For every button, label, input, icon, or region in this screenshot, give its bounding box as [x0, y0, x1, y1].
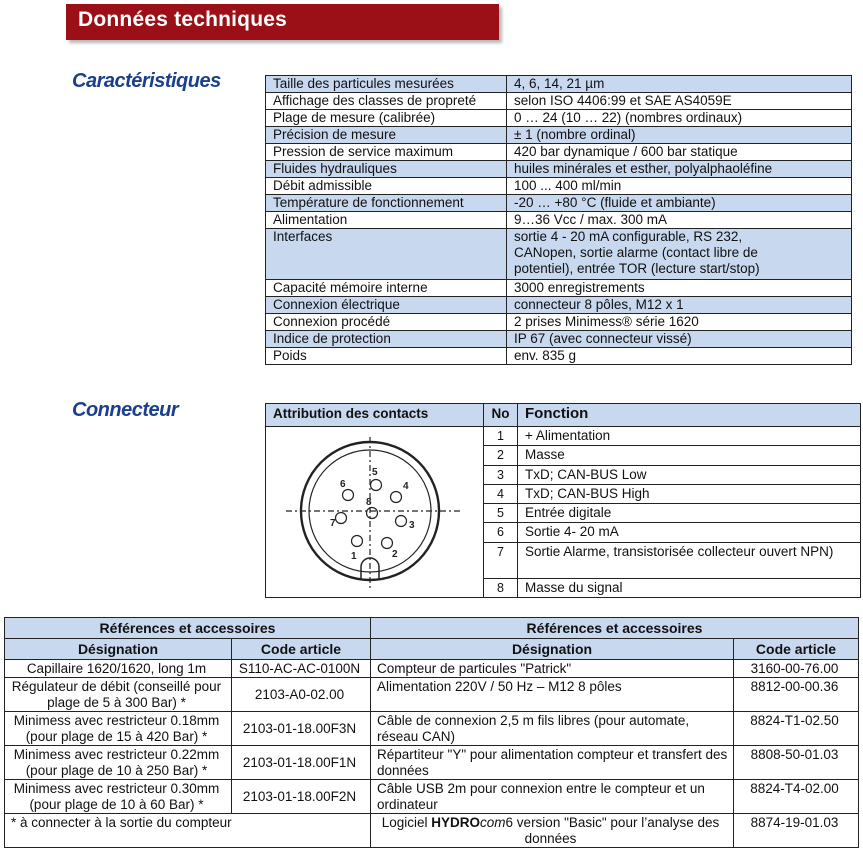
spec-label: Alimentation: [266, 212, 507, 229]
pin-function: Masse: [518, 446, 861, 465]
pin-4: [391, 492, 402, 503]
m12-connector-drawing: [266, 427, 482, 597]
spec-label: Taille des particules mesurées: [266, 76, 507, 93]
pin-number: 4: [484, 484, 518, 503]
left-code: 2103-01-18.00F1N: [232, 746, 371, 780]
spec-label: Connexion procédé: [266, 314, 507, 331]
pin-label: 8: [366, 497, 372, 508]
spec-row: [266, 331, 852, 348]
pin-number: 7: [484, 542, 518, 578]
spec-value: huiles minérales et esther, polyalphaoléfine: [507, 161, 852, 178]
spec-label: Capacité mémoire interne: [266, 280, 507, 297]
reference-row: [5, 746, 859, 780]
right-designation: Câble USB 2m pour connexion entre le compteur et un ordinateur: [371, 780, 734, 814]
spec-row: [266, 297, 852, 314]
pin-number: 2: [484, 446, 518, 465]
pin-2: [382, 538, 393, 549]
spec-value: 9…36 Vcc / max. 300 mA: [507, 212, 852, 229]
pin-1: [352, 536, 363, 547]
spec-row: [266, 314, 852, 331]
right-code: 8812-00-00.36: [734, 678, 859, 712]
left-designation: Minimess avec restricteur 0.22mm (pour plage de 10 à 250 Bar) *: [5, 746, 232, 780]
spec-label: Pression de service maximum: [266, 144, 507, 161]
software-suffix: 6 version "Basic" pour l’analyse des données: [505, 815, 720, 846]
spec-row: [266, 178, 852, 195]
connector-diagram: [266, 427, 484, 598]
references-title-left: Références et accessoires: [5, 618, 371, 639]
spec-row: [266, 212, 852, 229]
spec-row: [266, 161, 852, 178]
left-designation: Régulateur de débit (conseillé pour plage de 5 à 300 Bar) *: [5, 678, 232, 712]
pin-number: 8: [484, 578, 518, 597]
spec-value: 100 ... 400 ml/min: [507, 178, 852, 195]
col-no: No: [484, 404, 518, 427]
spec-row: [266, 280, 852, 297]
right-code: 8808-50-01.03: [734, 746, 859, 780]
right-designation: Répartiteur "Y" pour alimentation compteur et transfert des données: [371, 746, 734, 780]
spec-label: Poids: [266, 348, 507, 365]
spec-value: sortie 4 - 20 mA configurable, RS 232, CANopen, sortie alarme (contact libre de potentiel), entrée TOR (lecture start/stop): [507, 229, 852, 280]
left-designation: Minimess avec restricteur 0.30mm (pour plage de 10 à 60 Bar) *: [5, 780, 232, 814]
right-code: 8824-T1-02.50: [734, 712, 859, 746]
spec-row: [266, 93, 852, 110]
pin-6: [343, 490, 354, 501]
connector-heading: Connecteur: [72, 399, 179, 421]
spec-value: IP 67 (avec connecteur vissé): [507, 331, 852, 348]
spec-label: Indice de protection: [266, 331, 507, 348]
pin-number: 5: [484, 504, 518, 523]
pin-function: Masse du signal: [518, 578, 861, 597]
pin-label: 1: [351, 551, 357, 562]
spec-row: [266, 144, 852, 161]
spec-value: env. 835 g: [507, 348, 852, 365]
pin-3: [396, 516, 407, 527]
spec-value: 420 bar dynamique / 600 bar statique: [507, 144, 852, 161]
reference-row: [5, 660, 859, 678]
spec-row: [266, 348, 852, 365]
pin-label: 7: [330, 518, 336, 529]
pin-label: 4: [403, 481, 409, 492]
col-designation-left: Désignation: [5, 639, 232, 660]
spec-value: 3000 enregistrements: [507, 280, 852, 297]
spec-label: Affichage des classes de propreté: [266, 93, 507, 110]
pin-8: [367, 508, 378, 519]
spec-value: -20 … +80 °C (fluide et ambiante): [507, 195, 852, 212]
connector-table: [265, 403, 861, 598]
reference-row: [5, 712, 859, 746]
pin-7: [336, 513, 347, 524]
spec-value: 2 prises Minimess® série 1620: [507, 314, 852, 331]
right-code: 8874-19-01.03: [734, 814, 859, 848]
right-designation: Câble de connexion 2,5 m fils libres (pour automate, réseau CAN): [371, 712, 734, 746]
spec-label: Fluides hydrauliques: [266, 161, 507, 178]
pin-5: [371, 480, 382, 491]
pin-label: 5: [372, 467, 378, 478]
spec-label: Interfaces: [266, 229, 507, 280]
software-prefix: Logiciel: [381, 815, 432, 830]
pin-function: TxD; CAN-BUS Low: [518, 465, 861, 484]
left-designation: Minimess avec restricteur 0.18mm (pour plage de 15 à 420 Bar) *: [5, 712, 232, 746]
left-code: S110-AC-AC-0100N: [232, 660, 371, 678]
col-function: Fonction: [518, 404, 861, 427]
spec-value: 0 … 24 (10 … 22) (nombres ordinaux): [507, 110, 852, 127]
pin-label: 2: [392, 549, 398, 560]
spec-label: Plage de mesure (calibrée): [266, 110, 507, 127]
pin-number: 1: [484, 427, 518, 446]
left-designation: Capillaire 1620/1620, long 1m: [5, 660, 232, 678]
pin-number: 3: [484, 465, 518, 484]
page-title: Données techniques: [78, 8, 287, 31]
pin-function: Sortie 4- 20 mA: [518, 523, 861, 542]
references-table: [4, 617, 859, 848]
spec-value: 4, 6, 14, 21 µm: [507, 76, 852, 93]
footnote: * à connecter à la sortie du compteur: [5, 814, 371, 848]
specs-heading: Caractéristiques: [72, 70, 221, 92]
spec-row: [266, 229, 852, 280]
col-code-left: Code article: [232, 639, 371, 660]
pin-label: 3: [409, 520, 415, 531]
spec-row: [266, 127, 852, 144]
software-brand-italic: com: [480, 815, 506, 830]
spec-value: connecteur 8 pôles, M12 x 1: [507, 297, 852, 314]
software-brand-bold: HYDRO: [431, 815, 481, 830]
right-designation: Alimentation 220V / 50 Hz – M12 8 pôles: [371, 678, 734, 712]
reference-row: [5, 780, 859, 814]
left-code: 2103-01-18.00F2N: [232, 780, 371, 814]
spec-value: selon ISO 4406:99 et SAE AS4059E: [507, 93, 852, 110]
specs-table: [265, 75, 852, 365]
col-code-right: Code article: [734, 639, 859, 660]
right-code: 3160-00-76.00: [734, 660, 859, 678]
right-designation: Compteur de particules "Patrick": [371, 660, 734, 678]
spec-label: Température de fonctionnement: [266, 195, 507, 212]
reference-row: [5, 678, 859, 712]
spec-label: Connexion électrique: [266, 297, 507, 314]
pin-function: Entrée digitale: [518, 504, 861, 523]
spec-label: Débit admissible: [266, 178, 507, 195]
spec-row: [266, 76, 852, 93]
col-designation-right: Désignation: [371, 639, 734, 660]
reference-row: [5, 814, 859, 848]
pin-label: 6: [340, 479, 346, 490]
pin-function: + Alimentation: [518, 427, 861, 446]
spec-value: ± 1 (nombre ordinal): [507, 127, 852, 144]
right-code: 8824-T4-02.00: [734, 780, 859, 814]
spec-row: [266, 110, 852, 127]
pin-number: 6: [484, 523, 518, 542]
connector-row: [266, 427, 861, 446]
left-code: 2103-A0-02.00: [232, 678, 371, 712]
left-code: 2103-01-18.00F3N: [232, 712, 371, 746]
col-contacts: Attribution des contacts: [266, 404, 484, 427]
references-title-right: Références et accessoires: [371, 618, 859, 639]
title-banner: [66, 4, 499, 40]
software-designation: [371, 814, 734, 848]
spec-label: Précision de mesure: [266, 127, 507, 144]
pin-function: TxD; CAN-BUS High: [518, 484, 861, 503]
pin-function: Sortie Alarme, transistorisée collecteur ouvert NPN): [518, 542, 861, 578]
spec-row: [266, 195, 852, 212]
